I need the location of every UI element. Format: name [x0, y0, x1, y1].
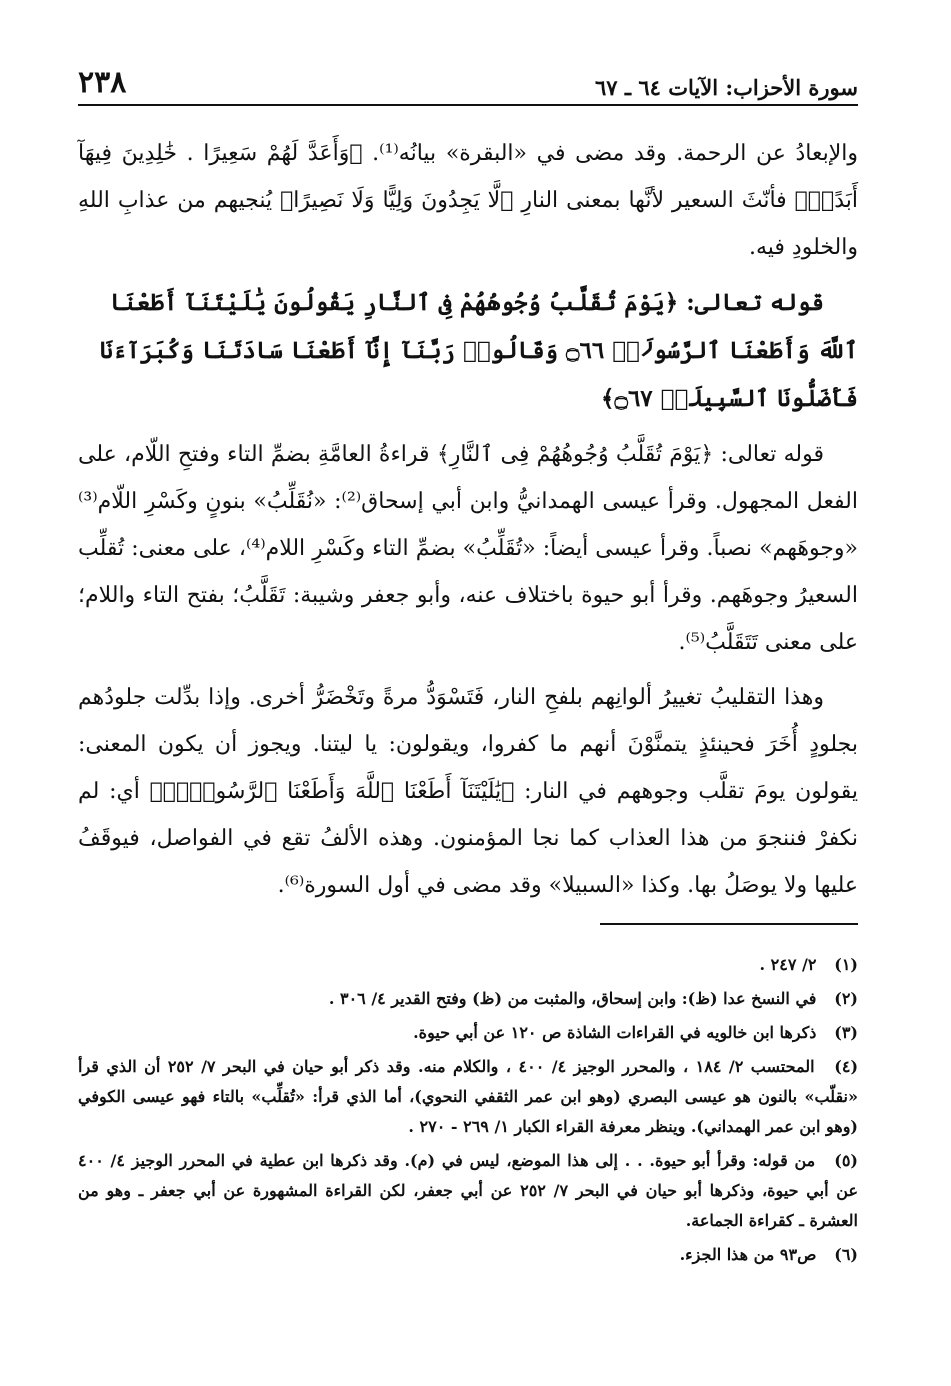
- quran-verse: ﴿يَوْمَ تُقَلَّبُ وُجُوهُهُمْ فِى ٱلنَّارِ يَقُولُونَ يَٰلَيْتَنَآ أَطَعْنَا ٱللَّهَ وَأَطَعْنَا ٱلرَّسُولَا۠ ۝٦٦ وَقَالُوا۟ رَبَّنَآ إِنَّآ أَطَعْنَا سَادَتَنَا وَكُبَرَآءَنَا فَأَضَلُّونَا ٱلسَّبِيلَا۠ ۝٦٧﴾: [99, 289, 858, 412]
- main-text: [78, 130, 858, 917]
- running-title: سورة الأحزاب: الآيات ٦٤ ـ ٦٧: [595, 75, 858, 100]
- footnote-text: ص٩٣ من هذا الجزء.: [679, 1245, 817, 1264]
- footnote: [78, 950, 858, 980]
- footnote-text: ذكرها ابن خالويه في القراءات الشاذة ص ١٢٠ عن أبي حيوة.: [413, 1023, 817, 1042]
- footnote-text: ٢/ ٢٤٧ .: [759, 955, 817, 974]
- verse-block: [78, 279, 858, 423]
- footnote-text: من قوله: وقرأ أبو حيوة. . . إلى هذا الموضع، ليس في (م). وقد ذكرها ابن عطية في المحرر الوجيز ٤/ ٤٠٠ عن أبي حيوة، وذكرها أبو حيان في البحر ٧/ ٢٥٢ عن أبي جعفر، لكن القراءة المشهورة عن أبي جعفر ـ وهو من العشرة ـ كقراءة الجماعة.: [78, 1151, 859, 1230]
- paragraph-commentary-1: قوله تعالى: ﴿يَوْمَ تُقَلَّبُ وُجُوهُهُمْ فِى ٱلنَّارِ﴾ قراءةُ العامَّةِ بضمِّ التاء وفتحِ اللّام، على الفعل المجهول. وقرأ عيسى الهمدانيُّ وابن أبي إسحاق⁽²⁾: «نُقَلِّبُ» بنونٍ وكَسْرِ اللّام⁽³⁾ «وجوهَهم» نصباً. وقرأ عيسى أيضاً: «تُقَلِّبُ» بضمِّ التاء وكَسْرِ اللام⁽⁴⁾، على معنى: تُقلِّب السعيرُ وجوهَهم. وقرأ أبو حيوة باختلاف عنه، وأبو جعفر وشيبة: تَقَلَّبُ؛ بفتح التاء واللام؛ على معنى تَتَقَلَّبُ⁽⁵⁾.: [78, 442, 858, 655]
- footnote-number: (١): [834, 955, 858, 974]
- paragraph-commentary-2: وهذا التقليبُ تغييرُ ألوانِهم بلفحِ النار، فَتَسْوَدُّ مرةً وتَخْضَرُّ أخرى. وإذا بدِّلت جلودُهم بجلودٍ أُخَرَ فحينئذٍ يتمنَّوْنَ أنهم ما كفروا، ويقولون: يا ليتنا. ويجوز أن يكون المعنى: يقولون يومَ تقلَّب وجوههم في النار: ﴿يَٰلَيْتَنَآ أَطَعْنَا ٱللَّهَ وَأَطَعْنَا ٱلرَّسُولَا۠﴾ أي: لم نكفرْ فننجوَ من هذا العذاب كما نجا المؤمنون. وهذه الألفُ تقع في الفواصل، فيوقَفُ عليها ولا يوصَلُ بها. وكذا «السبيلا» وقد مضى في أول السورة⁽⁶⁾.: [78, 685, 858, 898]
- footnote-number: (٤): [834, 1057, 859, 1076]
- verse-lead: قوله تعالى:: [678, 289, 824, 316]
- footnote-separator: [600, 923, 858, 925]
- footnote-text: المحتسب ٢/ ١٨٤ ، والمحرر الوجيز ٤/ ٤٠٠ ، والكلام منه. وقد ذكر أبو حيان في البحر ٧/ ٢٥٢ أن الذي قرأ «نقلّب» بالنون هو عيسى البصري (وهو ابن عمر الثقفي النحوي)، أما الذي قرأ: «تُقلِّب» بالتاء فهو عيسى الكوفي (وهو ابن عمر الهمداني). وينظر معرفة القراء الكبار ١/ ٢٦٩ - ٢٧٠ .: [78, 1057, 858, 1136]
- paragraph-intro: والإبعادُ عن الرحمة. وقد مضى في «البقرة» بيانُه⁽¹⁾. ﴿وَأَعَدَّ لَهُمْ سَعِيرًا . خَٰلِدِينَ فِيهَآ أَبَدًاۖ﴾ فأنّثَ السعير لأنَّها بمعنى النارِ ﴿لَّا يَجِدُونَ وَلِيًّا وَلَا نَصِيرًا﴾ يُنجيهم من عذابِ اللهِ والخلودِ فيه.: [78, 141, 859, 260]
- footnote: [78, 1146, 858, 1236]
- page-number: ٢٣٨: [78, 65, 127, 100]
- footnote: [78, 1018, 858, 1048]
- footnote: [78, 1052, 858, 1142]
- footnote-number: (٥): [834, 1151, 858, 1170]
- footnote-text: في النسخ عدا (ظ): وابن إسحاق، والمثبت من (ظ) وفتح القدير ٤/ ٣٠٦ .: [328, 989, 817, 1008]
- footnote-number: (٢): [834, 989, 858, 1008]
- footnote: [78, 1240, 858, 1270]
- footnote: [78, 984, 858, 1014]
- footnote-number: (٣): [834, 1023, 858, 1042]
- footnotes: [78, 950, 858, 1274]
- footnote-number: (٦): [834, 1245, 858, 1264]
- page-header: [78, 60, 858, 106]
